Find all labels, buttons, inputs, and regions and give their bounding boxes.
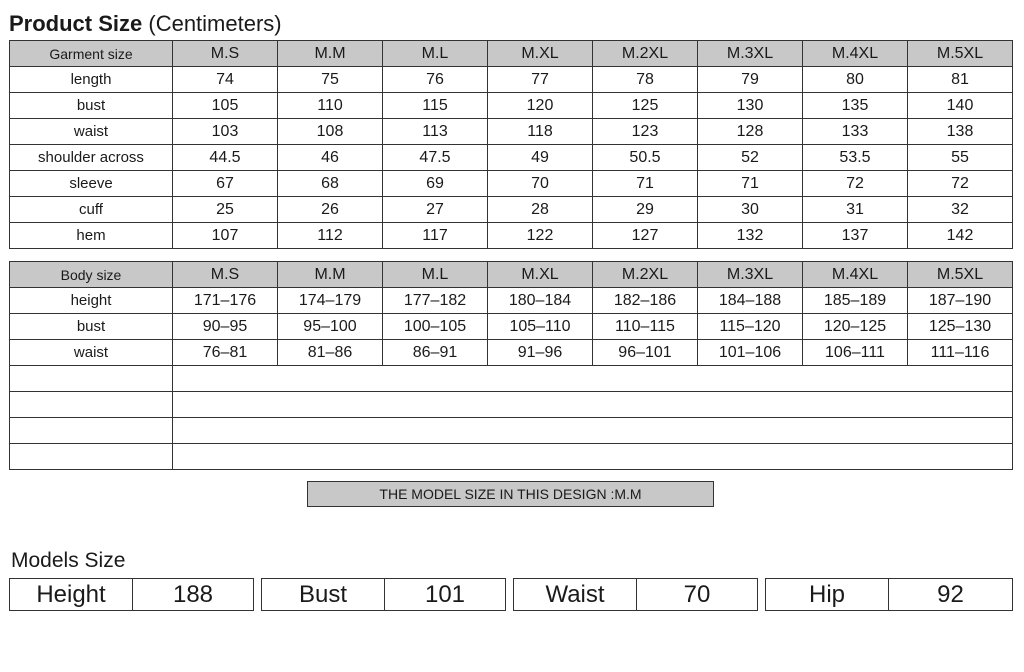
model-waist-box — [513, 578, 758, 611]
table-cell: 71 — [593, 171, 698, 197]
models-size-title: Models Size — [11, 549, 126, 572]
table-row — [10, 171, 1013, 197]
empty-row — [10, 444, 1013, 470]
title-main: Product Size — [9, 11, 143, 36]
table-cell: 174–179 — [278, 288, 383, 314]
table-cell: 177–182 — [383, 288, 488, 314]
empty-cell — [10, 444, 173, 470]
page-title — [9, 10, 282, 38]
empty-cell — [10, 366, 173, 392]
table-cell: 187–190 — [908, 288, 1013, 314]
table-cell: 30 — [698, 197, 803, 223]
table-cell: 113 — [383, 119, 488, 145]
table-cell: 68 — [278, 171, 383, 197]
model-size-banner: THE MODEL SIZE IN THIS DESIGN :M.M — [307, 481, 714, 507]
row-label: hem — [10, 223, 173, 249]
table-cell: 106–111 — [803, 340, 908, 366]
row-label: waist — [10, 119, 173, 145]
header-cell: M.M — [278, 41, 383, 67]
empty-cell — [173, 444, 1013, 470]
row-label: shoulder across — [10, 145, 173, 171]
table-cell: 127 — [593, 223, 698, 249]
table-cell: 185–189 — [803, 288, 908, 314]
table-cell: 80 — [803, 67, 908, 93]
table-cell: 67 — [173, 171, 278, 197]
row-label: waist — [10, 340, 173, 366]
table-cell: 72 — [803, 171, 908, 197]
table-cell: 101–106 — [698, 340, 803, 366]
table-cell: 47.5 — [383, 145, 488, 171]
table-cell: 125–130 — [908, 314, 1013, 340]
table-cell: 118 — [488, 119, 593, 145]
header-cell: M.L — [383, 41, 488, 67]
header-cell: M.L — [383, 262, 488, 288]
table-cell: 49 — [488, 145, 593, 171]
row-label: length — [10, 67, 173, 93]
table-cell: 70 — [488, 171, 593, 197]
table-row — [10, 145, 1013, 171]
table-cell: 78 — [593, 67, 698, 93]
table-cell: 28 — [488, 197, 593, 223]
table-cell: 71 — [698, 171, 803, 197]
table-cell: 112 — [278, 223, 383, 249]
table-cell: 133 — [803, 119, 908, 145]
table-cell: 125 — [593, 93, 698, 119]
table-cell: 180–184 — [488, 288, 593, 314]
body-size-table — [9, 261, 1013, 470]
table-cell: 32 — [908, 197, 1013, 223]
table-cell: 29 — [593, 197, 698, 223]
table-cell: 184–188 — [698, 288, 803, 314]
empty-cell — [173, 418, 1013, 444]
table-cell: 107 — [173, 223, 278, 249]
table-cell: 72 — [908, 171, 1013, 197]
header-cell: M.4XL — [803, 262, 908, 288]
header-cell: Body size — [10, 262, 173, 288]
table-cell: 75 — [278, 67, 383, 93]
table-cell: 171–176 — [173, 288, 278, 314]
table-cell: 128 — [698, 119, 803, 145]
header-cell: M.2XL — [593, 262, 698, 288]
title-unit: (Centimeters) — [148, 11, 282, 36]
model-bust-box — [261, 578, 506, 611]
table-cell: 31 — [803, 197, 908, 223]
table-cell: 81 — [908, 67, 1013, 93]
header-cell: M.5XL — [908, 262, 1013, 288]
table-cell: 140 — [908, 93, 1013, 119]
empty-row — [10, 392, 1013, 418]
empty-cell — [173, 392, 1013, 418]
table-cell: 95–100 — [278, 314, 383, 340]
model-height-box — [9, 578, 254, 611]
table-cell: 120 — [488, 93, 593, 119]
empty-cell — [10, 392, 173, 418]
header-cell: M.3XL — [698, 41, 803, 67]
table-cell: 120–125 — [803, 314, 908, 340]
table-cell: 135 — [803, 93, 908, 119]
model-stat-label: Hip — [766, 579, 889, 610]
table-cell: 105 — [173, 93, 278, 119]
garment-header-row — [10, 41, 1013, 67]
model-stat-label: Bust — [262, 579, 385, 610]
table-row — [10, 288, 1013, 314]
header-cell: M.5XL — [908, 41, 1013, 67]
table-cell: 137 — [803, 223, 908, 249]
table-cell: 86–91 — [383, 340, 488, 366]
table-cell: 132 — [698, 223, 803, 249]
table-cell: 27 — [383, 197, 488, 223]
table-cell: 103 — [173, 119, 278, 145]
table-cell: 90–95 — [173, 314, 278, 340]
header-cell: Garment size — [10, 41, 173, 67]
table-cell: 69 — [383, 171, 488, 197]
empty-row — [10, 418, 1013, 444]
model-hip-box — [765, 578, 1013, 611]
table-cell: 138 — [908, 119, 1013, 145]
table-row — [10, 314, 1013, 340]
body-header-row — [10, 262, 1013, 288]
header-cell: M.XL — [488, 262, 593, 288]
table-cell: 123 — [593, 119, 698, 145]
table-cell: 122 — [488, 223, 593, 249]
table-cell: 115–120 — [698, 314, 803, 340]
table-cell: 77 — [488, 67, 593, 93]
table-row — [10, 119, 1013, 145]
table-cell: 76–81 — [173, 340, 278, 366]
model-stat-value: 101 — [424, 581, 466, 608]
header-cell: M.M — [278, 262, 383, 288]
table-cell: 50.5 — [593, 145, 698, 171]
row-label: height — [10, 288, 173, 314]
table-row — [10, 223, 1013, 249]
table-row — [10, 340, 1013, 366]
model-stat-value: 70 — [683, 581, 711, 608]
table-cell: 111–116 — [908, 340, 1013, 366]
row-label: sleeve — [10, 171, 173, 197]
table-cell: 96–101 — [593, 340, 698, 366]
table-cell: 105–110 — [488, 314, 593, 340]
table-cell: 142 — [908, 223, 1013, 249]
table-row — [10, 67, 1013, 93]
header-cell: M.XL — [488, 41, 593, 67]
row-label: bust — [10, 93, 173, 119]
table-cell: 46 — [278, 145, 383, 171]
table-cell: 53.5 — [803, 145, 908, 171]
header-cell: M.S — [173, 41, 278, 67]
table-cell: 76 — [383, 67, 488, 93]
table-cell: 110–115 — [593, 314, 698, 340]
table-cell: 130 — [698, 93, 803, 119]
table-cell: 81–86 — [278, 340, 383, 366]
table-cell: 74 — [173, 67, 278, 93]
header-cell: M.S — [173, 262, 278, 288]
row-label: bust — [10, 314, 173, 340]
table-cell: 115 — [383, 93, 488, 119]
model-stat-value: 188 — [172, 581, 214, 608]
table-cell: 108 — [278, 119, 383, 145]
model-stat-value: 92 — [937, 581, 964, 608]
table-cell: 79 — [698, 67, 803, 93]
model-stat-label: Waist — [514, 579, 637, 610]
table-cell: 55 — [908, 145, 1013, 171]
header-cell: M.3XL — [698, 262, 803, 288]
header-cell: M.2XL — [593, 41, 698, 67]
table-cell: 44.5 — [173, 145, 278, 171]
table-cell: 25 — [173, 197, 278, 223]
row-label: cuff — [10, 197, 173, 223]
table-row — [10, 197, 1013, 223]
table-cell: 110 — [278, 93, 383, 119]
header-cell: M.4XL — [803, 41, 908, 67]
table-cell: 91–96 — [488, 340, 593, 366]
empty-row — [10, 366, 1013, 392]
empty-cell — [173, 366, 1013, 392]
empty-cell — [10, 418, 173, 444]
table-cell: 117 — [383, 223, 488, 249]
table-row — [10, 93, 1013, 119]
table-cell: 100–105 — [383, 314, 488, 340]
model-stat-label: Height — [10, 579, 133, 610]
table-cell: 26 — [278, 197, 383, 223]
table-cell: 182–186 — [593, 288, 698, 314]
garment-size-table — [9, 40, 1013, 249]
table-cell: 52 — [698, 145, 803, 171]
